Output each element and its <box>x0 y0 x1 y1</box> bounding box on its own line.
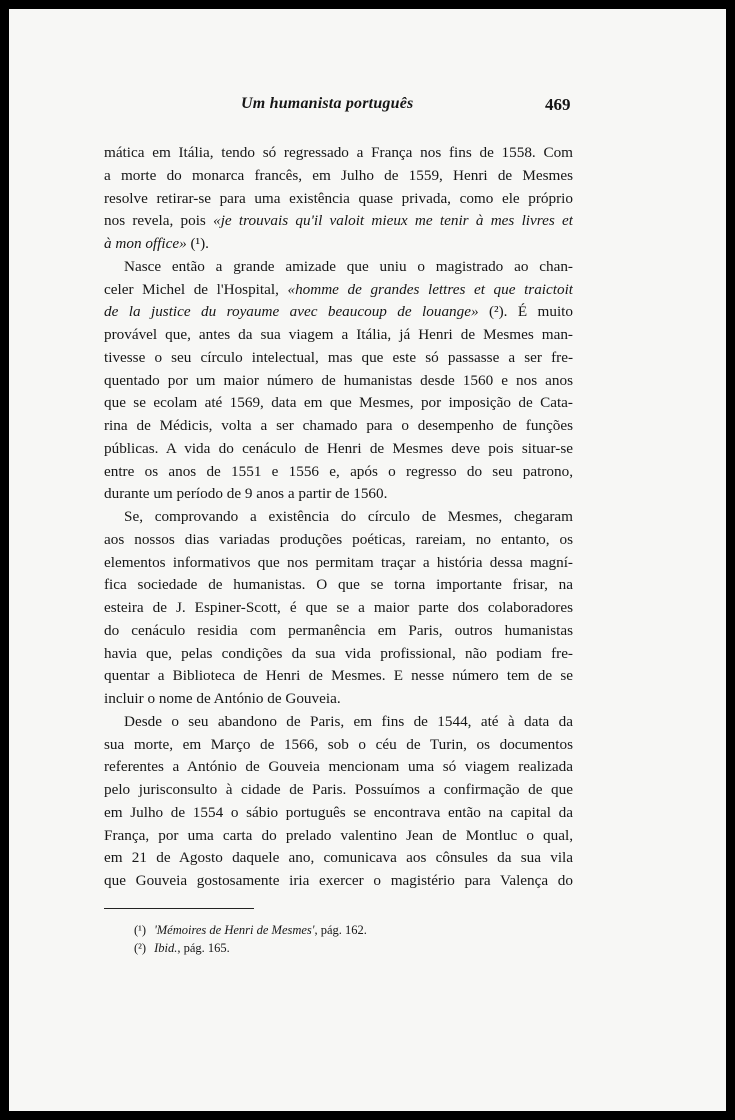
footnotes <box>134 921 367 957</box>
text-segment: França, por uma carta do prelado valentino Jean de Montluc o qual, <box>104 826 573 844</box>
text-segment: durante um período de 9 anos a partir de 1560. <box>104 485 388 503</box>
text-line <box>104 256 573 279</box>
text-segment: resolve retirar-se para uma existência quase privada, como ele próprio <box>104 189 573 207</box>
text-segment: quentado por um maior número de humanistas desde 1560 e nos anos <box>104 371 573 389</box>
text-segment: (¹). <box>186 235 209 252</box>
text-line <box>104 779 573 802</box>
footnote-source: 'Mémoires de Henri de Mesmes' <box>154 923 315 937</box>
text-segment: entre os anos de 1551 e 1556 e, após o regresso do seu patrono, <box>104 462 573 480</box>
text-segment: quentar a Biblioteca de Henri de Mesmes. E nesse número tem de se <box>104 667 573 685</box>
page-number: 469 <box>545 95 571 114</box>
text-segment: públicas. A vida do cenáculo de Henri de Mesmes deve pois situar-se <box>104 439 573 457</box>
text-segment: Se, comprovando a existência do círculo de Mesmes, chegaram <box>124 508 573 525</box>
text-segment: rina de Médicis, volta a ser chamado para o desempenho de funções <box>104 417 573 434</box>
text-line <box>104 415 573 438</box>
text-segment: incluir o nome de António de Gouveia. <box>104 690 341 707</box>
text-segment: nos revela, pois <box>104 212 214 230</box>
text-segment: a morte do monarca francês, em Julho de 1559, Henri de Mesmes <box>104 166 573 184</box>
text-segment: em Julho de 1554 o sábio português se encontrava então na capital da <box>104 803 573 821</box>
text-line <box>104 142 573 165</box>
text-line <box>104 597 573 620</box>
text-segment: Nasce então a grande amizade que uniu o magistrado ao chan- <box>124 257 573 275</box>
text-line <box>104 188 573 211</box>
text-segment: pelo jurisconsulto à cidade de Paris. Possuímos a confirmação de que <box>104 781 573 798</box>
text-segment: (²). É muito <box>478 303 573 321</box>
text-segment: provável que, antes da sua viagem a Itália, já Henri de Mesmes man- <box>104 326 573 343</box>
text-line <box>104 665 573 688</box>
text-segment: que Gouveia gostosamente iria exercer o magistério para Valença do <box>104 872 573 889</box>
footnote <box>134 939 367 957</box>
text-line <box>104 461 573 484</box>
text-line <box>104 825 573 848</box>
text-line <box>104 370 573 393</box>
italic-quote: à mon office» <box>104 235 187 252</box>
text-line <box>104 324 573 347</box>
footnote-source: Ibid. <box>154 941 178 955</box>
footnote-page-ref: , pág. 165. <box>177 941 230 955</box>
text-segment: celer Michel de l'Hospital, <box>104 280 288 298</box>
text-line <box>104 347 573 370</box>
text-line <box>104 688 573 711</box>
italic-quote: «je trouvais qu'il valoit mieux me tenir à mes livres et <box>213 212 573 230</box>
text-line <box>104 392 573 415</box>
body-text <box>104 142 573 893</box>
text-line <box>104 756 573 779</box>
running-title: Um humanista português <box>241 95 414 112</box>
text-line <box>104 620 573 643</box>
text-segment: tivesse o seu círculo intelectual, mas que este só passasse a ser fre- <box>104 348 573 366</box>
page-header <box>9 95 726 119</box>
footnote-marker: (²) <box>134 941 147 955</box>
text-segment: que se ecolam até 1569, data em que Mesmes, por imposição de Cata- <box>104 394 573 412</box>
text-segment: Desde o seu abandono de Paris, em fins de 1544, até à data da <box>124 712 573 730</box>
text-line <box>104 165 573 188</box>
footnote <box>134 921 367 939</box>
text-segment: do cenáculo residia com permanência em Paris, outros humanistas <box>104 621 573 639</box>
text-line <box>104 279 573 302</box>
text-line <box>104 711 573 734</box>
text-segment: em 21 de Agosto daquele ano, comunicava aos cônsules da sua vila <box>104 849 573 867</box>
footnote-marker: (¹) <box>134 923 147 937</box>
text-line <box>104 870 573 893</box>
text-line <box>104 643 573 666</box>
text-line <box>104 506 573 529</box>
text-line <box>104 233 573 256</box>
text-line <box>104 734 573 757</box>
text-line <box>104 847 573 870</box>
italic-quote: «homme de grandes lettres et que traictoit <box>287 280 573 298</box>
text-segment: fica sociedade de humanistas. O que se torna importante frisar, na <box>104 576 573 594</box>
text-segment: sua morte, em Março de 1566, sob o céu de Turin, os documentos <box>104 735 573 753</box>
text-segment: esteira de J. Espiner-Scott, é que se a maior parte dos colaboradores <box>104 599 573 616</box>
italic-quote: de la justice du royaume avec beaucoup de louange» <box>104 303 479 321</box>
text-segment: aos nossos dias variadas produções poéticas, rareiam, no entanto, os <box>104 530 573 548</box>
text-segment: referentes a António de Gouveia mencionam uma só viagem realizada <box>104 758 573 776</box>
text-line <box>104 552 573 575</box>
text-segment: mática em Itália, tendo só regressado a França nos fins de 1558. Com <box>104 144 573 161</box>
text-line <box>104 483 573 506</box>
text-segment: havia que, pelas condições da sua vida profissional, não podiam fre- <box>104 644 573 662</box>
book-page <box>9 9 726 1111</box>
text-line <box>104 438 573 461</box>
text-line <box>104 529 573 552</box>
text-line <box>104 210 573 233</box>
text-line <box>104 301 573 324</box>
text-line <box>104 802 573 825</box>
footnote-page-ref: , pág. 162. <box>314 923 367 937</box>
footnote-separator <box>104 908 254 909</box>
text-line <box>104 574 573 597</box>
text-segment: elementos informativos que nos permitam traçar a história dessa magní- <box>104 553 573 571</box>
